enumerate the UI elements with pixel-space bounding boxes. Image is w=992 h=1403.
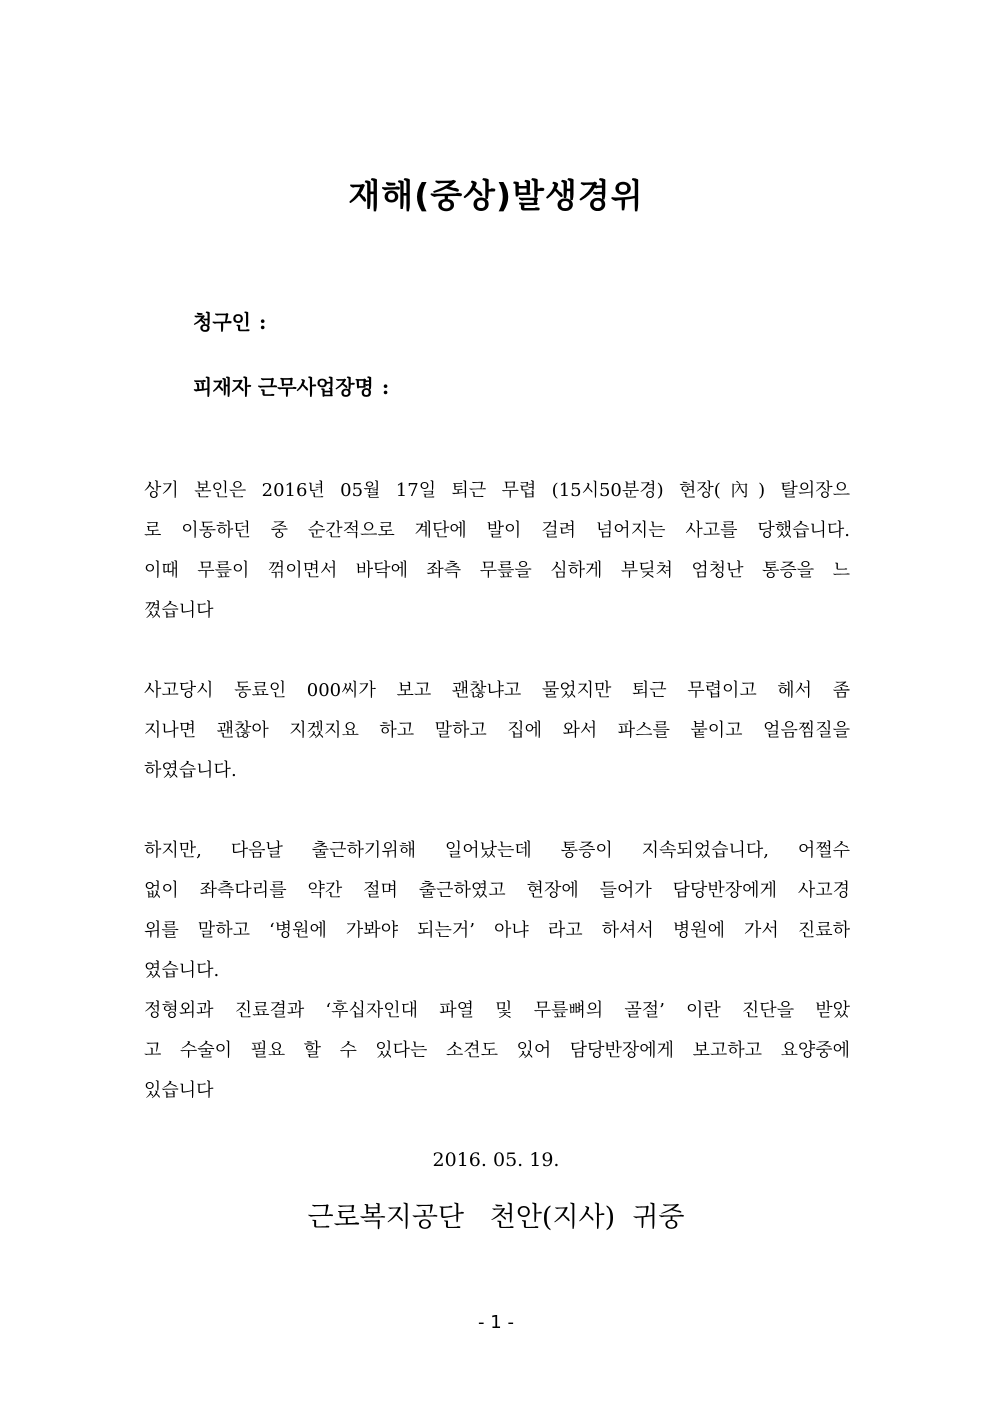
- paragraph-next-day: [144, 831, 850, 991]
- paragraph-line: 고 수술이 필요 할 수 있다는 소견도 있어 담당반장에게 보고하고 요양중에: [144, 1040, 850, 1061]
- paragraph-accident: [144, 471, 850, 631]
- claimant-label: 청구인: [193, 310, 251, 334]
- paragraph-line: 사고당시 동료인 000씨가 보고 괜찮냐고 물었지만 퇴근 무렵이고 헤서 좀: [144, 680, 850, 701]
- document-date: 2016. 05. 19.: [432, 1149, 560, 1171]
- page-number: - 1 -: [478, 1312, 514, 1333]
- paragraph-line: 정형외과 진료결과 ‘후십자인대 파열 및 무릎뼈의 골절’ 이란 진단을 받았: [144, 1000, 850, 1021]
- paragraph-line: 위를 말하고 ‘병원에 가봐야 되는거’ 아냐 라고 하셔서 병원에 가서 진료하: [144, 920, 850, 941]
- paragraph-line: 꼈습니다: [144, 600, 214, 621]
- workplace-field: [193, 371, 389, 400]
- paragraph-line: 상기 본인은 2016년 05월 17일 퇴근 무렵 (15시50분경) 현장(內) 탈의장으: [144, 480, 850, 501]
- paragraph-line: 없이 좌측다리를 약간 절며 출근하였고 현장에 들어가 담당반장에게 사고경: [144, 880, 850, 901]
- paragraph-coworker: [144, 671, 850, 791]
- workplace-label: 피재자 근무사업장명: [193, 375, 374, 399]
- paragraph-line: 로 이동하던 중 순간적으로 계단에 발이 걸려 넘어지는 사고를 당했습니다.: [144, 520, 850, 541]
- claimant-colon: :: [258, 310, 267, 334]
- claimant-field: [193, 306, 266, 335]
- paragraph-line: 였습니다.: [144, 960, 220, 981]
- paragraph-line: 있습니다: [144, 1080, 214, 1101]
- paragraph-diagnosis: [144, 991, 850, 1111]
- paragraph-line: 이때 무릎이 꺾이면서 바닥에 좌측 무릎을 심하게 부딪쳐 엄청난 통증을 느: [144, 560, 850, 581]
- paragraph-line: 지나면 괜찮아 지겠지요 하고 말하고 집에 와서 파스를 붙이고 얼음찜질을: [144, 720, 850, 741]
- paragraph-line: 하였습니다.: [144, 760, 237, 781]
- workplace-colon: :: [381, 375, 390, 399]
- document-recipient: 근로복지공단 천안(지사) 귀중: [307, 1202, 685, 1233]
- document-title: 재해(중상)발생경위: [348, 176, 644, 215]
- paragraph-line: 하지만, 다음날 출근하기위해 일어났는데 통증이 지속되었습니다, 어쩔수: [144, 840, 850, 861]
